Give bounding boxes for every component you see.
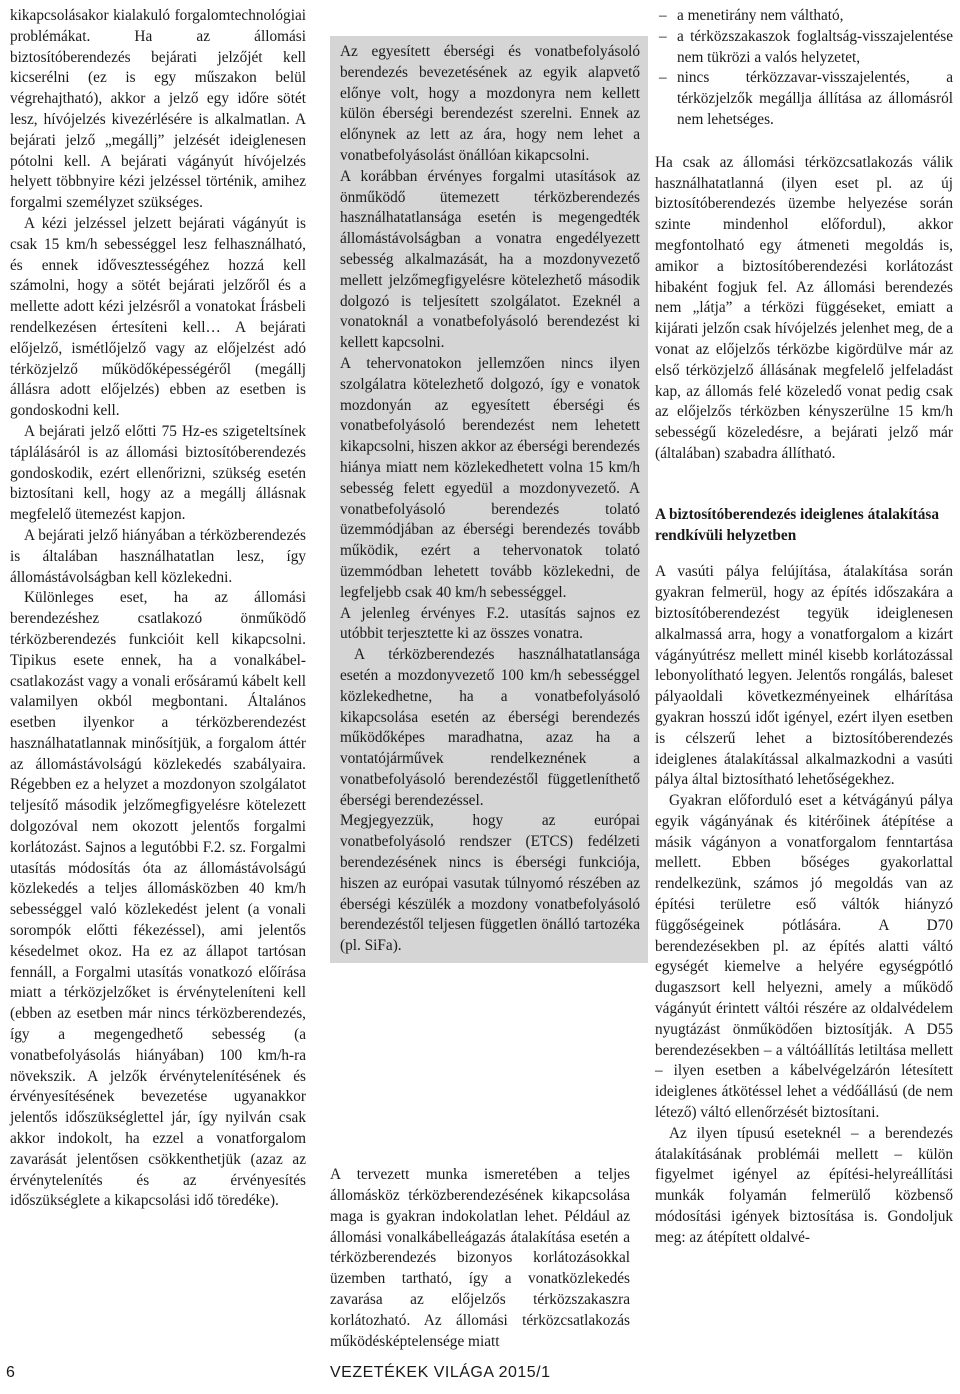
- page-number: 6: [6, 1364, 15, 1381]
- column-middle-continuation: [330, 1150, 630, 1368]
- paragraph: A bejárati jelző előtti 75 Hz-es szigeteltsínek táplálásáról is az állomási biztosítóberendezés gondoskodik, ezért ellenőrizni, szükség esetén biztosítani kell, hogy az a megállj állásnak megfelelő ütemezést kapjon.: [10, 422, 306, 524]
- box-paragraph: Megjegyezzük, hogy az európai vonatbefolyásoló rendszer (ETCS) fedélzeti berendezésének nincs is éberségi funkciója, hiszen az európai vasutak túlnyomó részében az éberségi készülék a mozdony vonatbefolyásoló berendezéstől teljesen független önálló tartozéka (pl. SiFa).: [340, 812, 640, 955]
- sidebar-box: [330, 36, 648, 963]
- paragraph: Ha csak az állomási térközcsatlakozás válik használhatatlanná (ilyen eset pl. az új biztosítóberendezés üzembe helyezése során szinte mindenhol előfordul), akkor megfontolható egy átmeneti megoldás is, amikor a biztosítóberendezési korlátozást hibaként fogjuk fel. Az állomási berendezés nem „látja” a térközi függéseket, emiatt a kijárati jelzőn csak hívójelzés jelenhet meg, de a vonat az előjelzős térközbe kigördülve már az első térközjelző állásának megfelelő jelfeladást kap, az állomás felé közeledő vonat pedig csak az előjelzős térközben kényszerülne 15 km/h sebességű közeledésre, a bejárati jelző már (általában) szabadra állítható.: [655, 153, 953, 462]
- box-paragraph: Az egyesített éberségi és vonatbefolyásoló berendezés bevezetésének az egyik alapvető előnye volt, hogy a mozdonyra nem kellett külön éberségi berendezést szerelni. Ennek az előnynek az lett az ára, hogy nem lehet a vonatbefolyásolást önállóan kikapcsolni.: [340, 43, 640, 164]
- paragraph: Különleges eset, ha az állomási berendezéshez csatlakozó önműködő térközberendezés funkcióit kell kikapcsolni. Tipikus esete ennek, ha a vonalkábel-csatlakozást vagy a vonali erősáramú kábelt kell valamilyen okból megbontani. Általános esetben ilyenkor a térközberendezést használhatatlannak minősítjük, a forgalom áttér az állomástávolságú közlekedés szabályaira. Régebben ez a helyzet a mozdonyon szolgálatot teljesítő második jelzőmegfigyelésre kötelezett dolgozóval nem okozott jelentős forgalmi korlátozást. Sajnos a legutóbbi F.2. sz. Forgalmi utasítás módosítás óta az állomástávolságú közlekedés a teljes állomásközben 40 km/h sebességgel való közlekedést jelent (a vonali sorompók előtti fékezéssel), ami jelentős késedelmet okoz. Ha ez az állapot tartósan fennáll, a Forgalmi utasítás vonatkozó előírása miatt a térközjelzőket is érvényteleníteni kell (ebben az esetben már nincs térközberendezés, így a megengedhető sebesség (a vonatbefolyásolás hiányában) 100 km/h-ra növekszik. A jelzők érvénytelenítésének és érvényesítésének bevezetése ugyanakkor jelentős időszükséglettel jár, így nyilván csak akkor indokolt, ha ezzel a vonatforgalom zavarását jelentősen csökkenthetjük (azaz az érvénytelenítés és az érvényesítés időszükséglete a kikapcsolási idő töredéke).: [10, 589, 306, 1210]
- box-paragraph: A tehervonatokon jellemzően nincs ilyen szolgálatra kötelezhető dolgozó, így e vonatok mozdonyán az egyesített éberségi és vonatbefolyásoló berendezést nem lehetett kikapcsolni, hiszen akkor az éberségi berendezés hiánya miatt nem közlekedhetett volna 15 km/h sebesség felett egyedül a mozdonyvezető. A vonatbefolyásoló berendezés tolató üzemmódjában az éberségi berendezés tovább működik, ezért a tehervonatok tolató üzemmódban lehetett tovább közlekedni, de legfeljebb csak 40 km/h sebességgel.: [340, 354, 640, 601]
- box-paragraph: A térközberendezés használhatatlansága esetén a mozdonyvezető 100 km/h sebességgel közlekedhetne, ha a vonatbefolyásoló kikapcsolása esetén az éberségi berendezés működőképes maradhatna, azaz ha a vontatójárművek rendelkeznének a vonatbefolyásoló berendezéstől függetleníthető éberségi berendezéssel.: [340, 646, 640, 809]
- paragraph: A kézi jelzéssel jelzett bejárati vágányút is csak 15 km/h sebességgel lesz felhasználható, és ennek idővesztességéhez hozzá kell számolni, hogy a sötét bejárati jelzőről és a mellette adott kézi jelzésről a vonatokat Írásbeli rendelkezésen értesíteni kell… A bejárati előjelző, ismétlőjelző vagy az előjelzést adó térközjelző működőképességéről (megállj állásra adott előjelzés) ebben az esetben is gondoskodni kell.: [10, 214, 306, 420]
- paragraph: Gyakran előforduló eset a kétvágányú pálya egyik vágányának és kitérőinek átépítése a másik vágányon a vonatforgalom fenntartása mellett. Ebben bőséges gyakorlattal rendelkezünk, számos jó megoldás van az építési területre eső váltók hiányzó függőségeinek pótlására. A D70 berendezésekben pl. az építés alatti váltó egységét kiemelve a helyére egységpótló dugaszsort kell helyezni, amely a működő vágányút érintett váltói részére az oldalvédelem nyugtázást önműködően biztosítják. A D55 berendezésekben – a váltóállítás letiltása mellett – ilyen esetben a kábelvégelzárón létesített ideiglenes átkötéssel lehet a védőállású (de nem létező) váltó ellenőrzését biztosítani.: [655, 792, 953, 1122]
- paragraph: kikapcsolásakor kialakuló forgalomtechnológiai problémákat. Ha az állomási biztosítóberendezés bejárati jelzőjét kell kicserélni (ez is egy műszakon belül végrehajtható), akkor a jelző egy időre sötét lesz, hívójelzés kivezérlésére is alkalmatlan. A bejárati jelző „megállj” jelzését ideiglenesen pótolni kell. A bejárati vágányút hívójelzés helyett többnyire kézi jelzéssel történik, amihez forgalmi személyzet szükséges.: [10, 7, 306, 212]
- paragraph: A bejárati jelző hiányában a térközberendezés is általában használhatatlan lesz, így állomástávolságban kell közlekedni.: [10, 526, 306, 586]
- journal-footer-title: VEZETÉKEK VILÁGA 2015/1: [330, 1364, 551, 1381]
- list-item: – nincs térközzavar-visszajelentés, a térközjelzők megállja állítása az állomásról nem lehetséges.: [655, 68, 953, 130]
- bullet-list: [655, 6, 953, 131]
- list-item: – a menetirány nem váltható,: [655, 6, 953, 27]
- column-right: [655, 6, 953, 1249]
- section-heading: A biztosítóberendezés ideiglenes átalakítása rendkívüli helyzetben: [655, 505, 939, 544]
- box-paragraph: A jelenleg érvényes F.2. utasítás sajnos ez utóbbit terjesztette ki az összes vonatra.: [340, 604, 640, 643]
- paragraph: A vasúti pálya felújítása, átalakítása során gyakran felmerül, hogy az építés időszakára a biztosítóberendezést tegyük ideiglenesen alkalmassá arra, hogy a vonatforgalom a kizárt vágányútrész mellett minél kisebb korlátozással lebonyolítható legyen. Jelentős rongálás, baleset pályaoldali következményeinek elhárítása gyakran hosszú időt igényel, ezért ilyen esetben is célszerű lehet a biztosítóberendezés ideiglenes átalakítással alkalmazkodni a vasúti pálya által biztosítható lehetőségekhez.: [655, 563, 953, 789]
- list-item: – a térközszakaszok foglaltság-visszajelentése nem tükrözi a valós helyzetet,: [655, 27, 953, 69]
- paragraph: Az ilyen típusú eseteknél – a berendezés átalakításának problémái mellett – külön figyelmet igényel az építési-helyreállítási munkák folyamán felmerülő közbenső módosítási igények biztosítása is. Gondoljuk meg: az átépített oldalvé-: [655, 1124, 953, 1246]
- paragraph: A tervezett munka ismeretében a teljes állomásköz térközberendezésének kikapcsolása maga is gyakran indokolatlan lehet. Például az állomási vonalkábelleágazás átalakítása esetén a térközberendezés bizonyos korlátozásokkal üzemben tartható, így a vonatközlekedés zavarása az előjelzős térközszakaszra korlátozható. Az állomási térközcsatlakozás működésképtelensége miatt: [330, 1166, 630, 1350]
- column-left: [10, 6, 306, 1212]
- box-paragraph: A korábban érvényes forgalmi utasítások az önműködő ütemezett térközberendezés használhatatlansága esetén is megengedték állomástávolságban a vonatra engedélyezett sebesség alkalmazását, ha a mozdonyvezető mellett jelzőmegfigyelésre kötelezhető második dolgozó is teljesített szolgálatot. Ezeknél a vonatoknál a vonatbefolyásoló berendezést ki kellett kapcsolni.: [340, 167, 640, 352]
